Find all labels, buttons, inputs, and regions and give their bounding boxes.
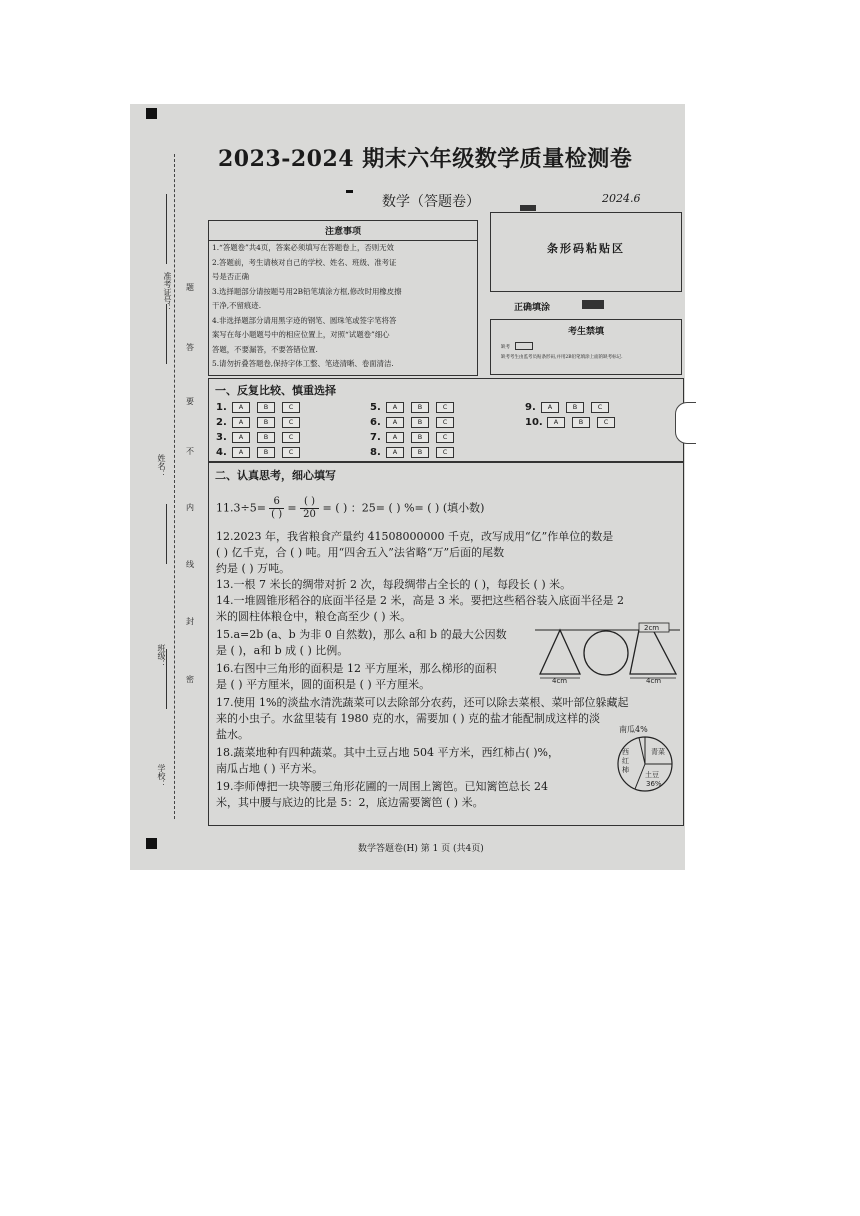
- pie-label-veg: 青菜: [651, 748, 665, 756]
- question-15-line1: 15.a=2b (a、b 为非 0 自然数)，那么 a和 b 的最大公因数: [216, 628, 507, 641]
- choice-row: [525, 417, 622, 428]
- option-box[interactable]: C: [597, 417, 615, 428]
- question-number: 8.: [370, 447, 381, 458]
- question-16-line1: 16.右图中三角形的面积是 12 平方厘米，那么梯形的面积: [216, 662, 497, 675]
- question-number: 3.: [216, 432, 227, 443]
- option-box[interactable]: B: [257, 417, 275, 428]
- notice-box: 注意事项 1.“答题卷”共4页，答案必须填写在答题卷上，否则无效 2.答题前，考生请核对自己的学校、姓名、班级、准考证 号是否正确 3.选择题部分请按题号用2B铅笔填涂方框,修改时用橡皮擦 干净,不留痕迹. 4.非选择题部分请用黑字迹的钢笔、圆珠笔或签字笔将答 案写在每小题题号中的相应位置上，对照“试题卷”细心 答题，不要漏答，不要答错位置. 5.请勿折叠答题卷,保持字体工整、笔迹清晰、卷面清洁.: [208, 220, 478, 376]
- pie-value-potato: 36%: [646, 780, 662, 788]
- page-tab: [675, 402, 696, 444]
- corner-mark: [146, 108, 157, 119]
- school-label: 学校：: [157, 764, 166, 788]
- option-box[interactable]: B: [257, 402, 275, 413]
- question-19-line1: 19.李师傅把一块等腰三角形花圃的一周围上篱笆。已知篱笆总长 24: [216, 780, 548, 793]
- question-12-line2[interactable]: ( ) 亿千克，合 ( ) 吨。用“四舍五入”法省略“万”后面的尾数: [216, 546, 505, 559]
- option-box[interactable]: B: [257, 447, 275, 458]
- name-label: 姓名：: [157, 454, 166, 478]
- option-box[interactable]: A: [232, 402, 250, 413]
- choice-row: [216, 447, 307, 458]
- question-number: 6.: [370, 417, 381, 428]
- barcode-area: [490, 212, 682, 292]
- choice-row: [216, 417, 307, 428]
- fill-sample: [582, 300, 604, 309]
- question-number: 10.: [525, 417, 543, 428]
- question-13[interactable]: 13.一根 7 米长的绸带对折 2 次，每段绸带占全长的 ( )，每段长 ( ) 米。: [216, 578, 572, 591]
- section1-title: 一、反复比较、慎重选择: [215, 384, 336, 397]
- exam-subtitle: 数学（答题卷）: [382, 194, 480, 210]
- barcode-label: 条形码粘贴区: [547, 242, 625, 255]
- choice-row: [370, 417, 461, 428]
- option-box[interactable]: C: [591, 402, 609, 413]
- option-box[interactable]: C: [436, 402, 454, 413]
- pie-label-potato: 土豆: [645, 771, 659, 779]
- label-4cm-left: 4cm: [552, 677, 568, 684]
- question-14-line1: 14.一堆圆锥形稻谷的底面半径是 2 米，高是 3 米。要把这些稻谷装入底面半径是 2: [216, 594, 624, 607]
- pie-label-pumpkin: 南瓜4%: [619, 725, 648, 734]
- trapezoid-shape: [630, 630, 676, 674]
- exam-date: 2024.6: [602, 192, 641, 205]
- absent-checkbox[interactable]: [515, 342, 533, 350]
- question-number: 5.: [370, 402, 381, 413]
- question-18-line2[interactable]: 南瓜占地 ( ) 平方米。: [216, 762, 324, 775]
- question-16-line2[interactable]: 是 ( ) 平方厘米，圆的面积是 ( ) 平方厘米。: [216, 678, 431, 691]
- shapes-figure: [535, 622, 680, 684]
- option-box[interactable]: B: [411, 402, 429, 413]
- question-number: 2.: [216, 417, 227, 428]
- question-11: 11.3÷5= $\frac{6}{( )}$ = $\frac{( )}{20}$ = ( ) ：25= ( ) %= ( ) (填小数): [216, 496, 485, 520]
- option-box[interactable]: A: [232, 432, 250, 443]
- triangle-shape: [540, 630, 580, 674]
- notice-title: 注意事项: [209, 221, 477, 241]
- option-box[interactable]: C: [282, 417, 300, 428]
- fraction-1: $\frac{6}{( )}$: [271, 496, 283, 520]
- question-number: 7.: [370, 432, 381, 443]
- section2-title: 二、认真思考，细心填写: [215, 469, 336, 482]
- exam-sheet: 准考证号： 姓名： 班级： 学校： 题 答 要 不 内 线 封 密 2023-2024 期末六年级数学质量检测卷 数学（答题卷） 2024.6 注意事项 1.“答题卷”共4页，答案必须填写在答题卷上，否则无效 2.答题前，考生请核对自己的学校、姓名、班级、准考证 号是否正确 3.选择题部分请按题号用2B铅笔填涂方框,修改时用橡皮擦 干净,不留痕迹. 4.非选择题部分请用黑字迹的钢笔、圆珠笔或签字笔将答 案写在每小题题号中的相应位置上，对照“试题卷”细心 答题，不要漏答，不要答错位置. 5.请勿折叠答题卷,保持字体工整、笔迹清晰、卷面清洁. 条形码粘贴区 正确填涂 考生禁填 缺考 缺考考生由监考员贴条形码,并用2B铅笔填涂上面的缺考标记. 一、反复比较、慎重选择 二、认真思考，细心填写 11.3÷5= $\frac{6}{( )}$ = $\frac{( )}{20}$ = ( ) ：25= ( ) %= ( ) (填小数) 12.2023 年，我省粮食产量约 41508000000 千克，改写成用“亿”作单位的数是 ( ) 亿千克，合 ( ) 吨。用“四舍五入”法省略“万”后面的尾数 约是 ( ) 万吨。 13.一根 7 米长的绸带对折 2 次，每段绸带占全长的 ( )，每段长 ( ) 米。 14.一堆圆锥形稻谷的底面半径是 2 米，高是 3 米。要把这些稻谷装入底面半径是 2 米的圆柱体粮仓中，粮仓高至少 ( ) 米。 15.a=2b (a、b 为非 0 自然数)，那么 a和 b 的最大公因数 是 ( )，a和 b 成 ( ) 比例。 16.右图中三角形的面积是 12 平方厘米，那么梯形的面积 是 ( ) 平方厘米，圆的面积是 ( ) 平方厘米。 17.使用 1%的淡盐水清洗蔬菜可以去除部分农药，还可以除去菜根、菜叶部位躲藏起 来的小虫子。水盆里装有 1980 克的水，需要加 ( ) 克的盐才能配制成这样的淡 盐水。 18.蔬菜地种有四种蔬菜。其中土豆占地 504 平方米，西红柿占( )%， 南瓜占地 ( ) 平方米。 19.李师傅把一块等腰三角形花圃的一周围上篱笆。已知篱笆总长 24 米，其中腰与底边的比是 5：2，底边需要篱笆 ( ) 米。 4cm 4cm 2cm 南瓜4% 青菜 土豆 36% 西红柿 数学答题卷(H) 第 1 页 (共4页) 1. A B C 2. A B C 3. A B C 4. A B C 5. A B C 6. A B C 7. A B C 8. A B C 9. A B C 10. A B C: [130, 104, 685, 870]
- option-box[interactable]: C: [436, 432, 454, 443]
- option-box[interactable]: C: [436, 417, 454, 428]
- choice-row: [370, 432, 461, 443]
- exam-no-label: 准考证号：: [163, 272, 172, 312]
- option-box[interactable]: C: [436, 447, 454, 458]
- question-19-line2[interactable]: 米，其中腰与底边的比是 5：2，底边需要篱笆 ( ) 米。: [216, 796, 484, 809]
- option-box[interactable]: A: [547, 417, 565, 428]
- question-17-line3: 盐水。: [216, 728, 249, 741]
- pie-label-tomato: 西红柿: [622, 748, 629, 774]
- choice-row: [370, 447, 461, 458]
- seal-line: [174, 154, 175, 819]
- question-number: 9.: [525, 402, 536, 413]
- option-box[interactable]: B: [411, 432, 429, 443]
- choice-row: [370, 402, 461, 413]
- option-box[interactable]: B: [411, 417, 429, 428]
- question-12-line3[interactable]: 约是 ( ) 万吨。: [216, 562, 291, 575]
- question-17-line1: 17.使用 1%的淡盐水清洗蔬菜可以去除部分农药，还可以除去菜根、菜叶部位躲藏起: [216, 696, 629, 709]
- option-box[interactable]: A: [386, 432, 404, 443]
- label-2cm-top: 2cm: [644, 624, 660, 632]
- option-box[interactable]: C: [282, 447, 300, 458]
- question-12-line1: 12.2023 年，我省粮食产量约 41508000000 千克，改写成用“亿”作单位的数是: [216, 530, 614, 543]
- question-15-line2[interactable]: 是 ( )，a和 b 成 ( ) 比例。: [216, 644, 349, 657]
- pie-divider: [635, 764, 645, 789]
- question-number: 4.: [216, 447, 227, 458]
- question-number: 1.: [216, 402, 227, 413]
- choice-row: [216, 432, 307, 443]
- option-box[interactable]: A: [232, 417, 250, 428]
- fraction-2: $\frac{( )}{20}$: [300, 496, 319, 521]
- option-box[interactable]: A: [541, 402, 559, 413]
- class-label: 班级：: [157, 644, 166, 668]
- corner-mark: [146, 838, 157, 849]
- correct-fill-label: 正确填涂: [514, 303, 551, 313]
- option-box[interactable]: B: [411, 447, 429, 458]
- question-17-line2[interactable]: 来的小虫子。水盆里装有 1980 克的水，需要加 ( ) 克的盐才能配制成这样的淡: [216, 712, 601, 725]
- forbidden-box: 考生禁填 缺考 缺考考生由监考员贴条形码,并用2B铅笔填涂上面的缺考标记.: [490, 319, 682, 375]
- choice-row: [216, 402, 307, 413]
- question-18-line1[interactable]: 18.蔬菜地种有四种蔬菜。其中土豆占地 504 平方米，西红柿占( )%，: [216, 746, 560, 759]
- option-box[interactable]: C: [282, 432, 300, 443]
- page-footer: 数学答题卷(H) 第 1 页 (共4页): [358, 844, 484, 854]
- question-14-line2[interactable]: 米的圆柱体粮仓中，粮仓高至少 ( ) 米。: [216, 610, 412, 623]
- option-box[interactable]: A: [386, 417, 404, 428]
- label-4cm-right: 4cm: [646, 677, 662, 684]
- option-box[interactable]: B: [572, 417, 590, 428]
- exam-title: 2023-2024 期末六年级数学质量检测卷: [218, 146, 633, 172]
- choice-row: [525, 402, 616, 413]
- circle-shape: [584, 631, 628, 675]
- pie-divider: [639, 738, 645, 764]
- option-box[interactable]: A: [386, 447, 404, 458]
- option-box[interactable]: C: [282, 402, 300, 413]
- option-box[interactable]: B: [257, 432, 275, 443]
- option-box[interactable]: A: [232, 447, 250, 458]
- option-box[interactable]: B: [566, 402, 584, 413]
- option-box[interactable]: A: [386, 402, 404, 413]
